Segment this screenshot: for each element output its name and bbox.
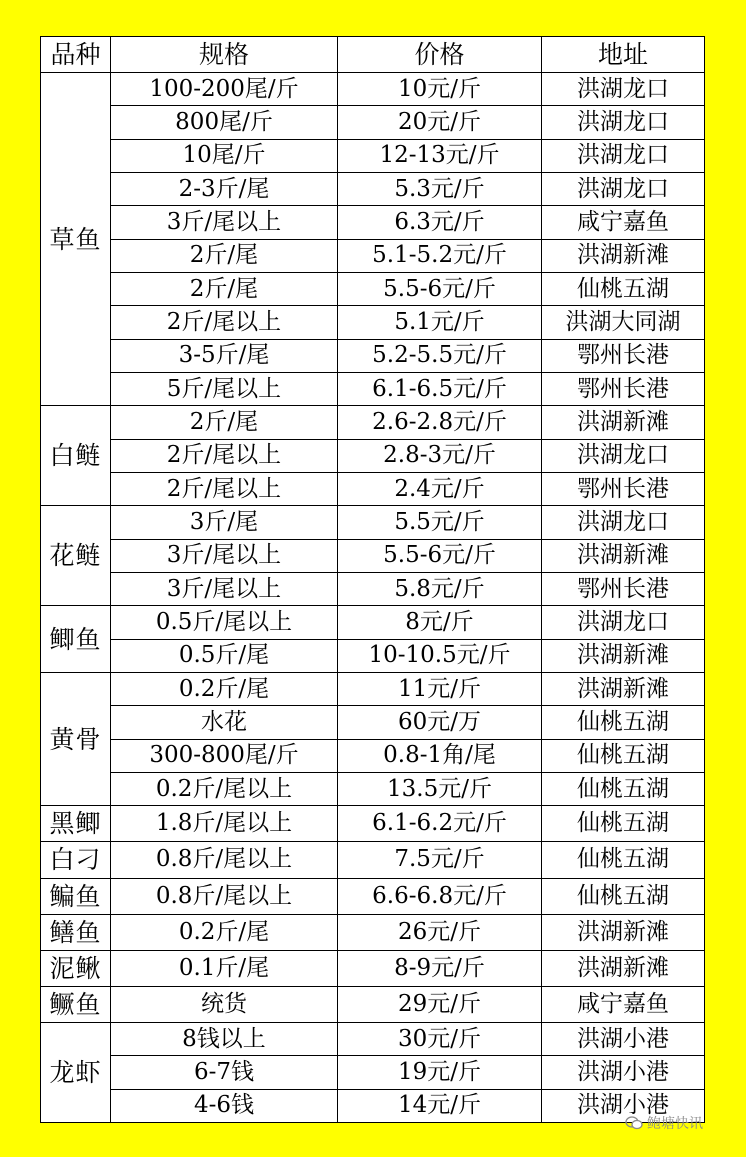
price-cell: 20元/斤 bbox=[338, 106, 542, 139]
table-row bbox=[41, 439, 705, 472]
table-row bbox=[41, 1022, 705, 1055]
watermark-text: 鲍塘快讯 bbox=[647, 1116, 703, 1132]
location-cell: 洪湖小港 bbox=[542, 1056, 705, 1089]
variety-cell: 黄骨 bbox=[41, 673, 111, 806]
spec-cell: 2斤/尾 bbox=[111, 406, 338, 439]
table-row bbox=[41, 106, 705, 139]
table-row bbox=[41, 639, 705, 672]
table-row bbox=[41, 539, 705, 572]
price-cell: 6.1-6.2元/斤 bbox=[338, 806, 542, 842]
price-cell: 0.8-1角/尾 bbox=[338, 739, 542, 772]
location-cell: 鄂州长港 bbox=[542, 339, 705, 372]
table-row bbox=[41, 842, 705, 878]
location-cell: 洪湖新滩 bbox=[542, 673, 705, 706]
table-row bbox=[41, 373, 705, 406]
location-cell: 仙桃五湖 bbox=[542, 273, 705, 306]
location-cell: 洪湖新滩 bbox=[542, 950, 705, 986]
header-variety: 品种 bbox=[41, 37, 111, 73]
header-location: 地址 bbox=[542, 37, 705, 73]
variety-cell: 草鱼 bbox=[41, 73, 111, 406]
variety-cell: 鳜鱼 bbox=[41, 986, 111, 1022]
spec-cell: 800尾/斤 bbox=[111, 106, 338, 139]
location-cell: 仙桃五湖 bbox=[542, 806, 705, 842]
location-cell: 洪湖新滩 bbox=[542, 239, 705, 272]
price-cell: 8元/斤 bbox=[338, 606, 542, 639]
spec-cell: 2斤/尾 bbox=[111, 239, 338, 272]
price-cell: 11元/斤 bbox=[338, 673, 542, 706]
variety-cell: 黑鲫 bbox=[41, 806, 111, 842]
location-cell: 仙桃五湖 bbox=[542, 878, 705, 914]
table-row bbox=[41, 706, 705, 739]
variety-cell: 花鲢 bbox=[41, 506, 111, 606]
spec-cell: 100-200尾/斤 bbox=[111, 73, 338, 106]
location-cell: 洪湖小港 bbox=[542, 1022, 705, 1055]
spec-cell: 2斤/尾以上 bbox=[111, 306, 338, 339]
table-row bbox=[41, 573, 705, 606]
variety-cell: 泥鳅 bbox=[41, 950, 111, 986]
price-table-sheet bbox=[40, 36, 704, 1123]
wechat-icon bbox=[625, 1116, 643, 1130]
price-cell: 12-13元/斤 bbox=[338, 139, 542, 172]
variety-cell: 鲫鱼 bbox=[41, 606, 111, 673]
spec-cell: 0.8斤/尾以上 bbox=[111, 842, 338, 878]
table-row bbox=[41, 273, 705, 306]
table-row bbox=[41, 606, 705, 639]
spec-cell: 2斤/尾以上 bbox=[111, 473, 338, 506]
price-cell: 13.5元/斤 bbox=[338, 772, 542, 805]
price-cell: 60元/万 bbox=[338, 706, 542, 739]
location-cell: 鄂州长港 bbox=[542, 573, 705, 606]
table-row bbox=[41, 1056, 705, 1089]
variety-cell: 鳊鱼 bbox=[41, 878, 111, 914]
table-row bbox=[41, 673, 705, 706]
price-cell: 14元/斤 bbox=[338, 1089, 542, 1122]
table-row bbox=[41, 206, 705, 239]
price-cell: 7.5元/斤 bbox=[338, 842, 542, 878]
table-row bbox=[41, 739, 705, 772]
spec-cell: 3斤/尾以上 bbox=[111, 539, 338, 572]
table-row bbox=[41, 239, 705, 272]
price-cell: 5.8元/斤 bbox=[338, 573, 542, 606]
table-row bbox=[41, 173, 705, 206]
location-cell: 仙桃五湖 bbox=[542, 772, 705, 805]
variety-cell: 白刁 bbox=[41, 842, 111, 878]
location-cell: 洪湖新滩 bbox=[542, 639, 705, 672]
location-cell: 洪湖新滩 bbox=[542, 406, 705, 439]
table-row bbox=[41, 878, 705, 914]
spec-cell: 0.2斤/尾以上 bbox=[111, 772, 338, 805]
location-cell: 鄂州长港 bbox=[542, 473, 705, 506]
spec-cell: 0.2斤/尾 bbox=[111, 673, 338, 706]
location-cell: 仙桃五湖 bbox=[542, 706, 705, 739]
price-cell: 5.5-6元/斤 bbox=[338, 273, 542, 306]
location-cell: 洪湖大同湖 bbox=[542, 306, 705, 339]
table-body bbox=[41, 37, 705, 1123]
table-row bbox=[41, 506, 705, 539]
price-cell: 2.8-3元/斤 bbox=[338, 439, 542, 472]
table-row bbox=[41, 73, 705, 106]
spec-cell: 1.8斤/尾以上 bbox=[111, 806, 338, 842]
spec-cell: 300-800尾/斤 bbox=[111, 739, 338, 772]
table-row bbox=[41, 986, 705, 1022]
table-row bbox=[41, 306, 705, 339]
header-spec: 规格 bbox=[111, 37, 338, 73]
header-row bbox=[41, 37, 705, 73]
location-cell: 鄂州长港 bbox=[542, 373, 705, 406]
spec-cell: 0.2斤/尾 bbox=[111, 914, 338, 950]
price-cell: 8-9元/斤 bbox=[338, 950, 542, 986]
location-cell: 洪湖龙口 bbox=[542, 73, 705, 106]
spec-cell: 统货 bbox=[111, 986, 338, 1022]
variety-cell: 龙虾 bbox=[41, 1022, 111, 1122]
table-row bbox=[41, 772, 705, 805]
table-row bbox=[41, 806, 705, 842]
spec-cell: 水花 bbox=[111, 706, 338, 739]
location-cell: 洪湖龙口 bbox=[542, 173, 705, 206]
price-cell: 6.1-6.5元/斤 bbox=[338, 373, 542, 406]
spec-cell: 0.5斤/尾 bbox=[111, 639, 338, 672]
spec-cell: 0.5斤/尾以上 bbox=[111, 606, 338, 639]
location-cell: 咸宁嘉鱼 bbox=[542, 206, 705, 239]
location-cell: 洪湖小港 bbox=[542, 1089, 705, 1122]
table-row bbox=[41, 914, 705, 950]
price-cell: 30元/斤 bbox=[338, 1022, 542, 1055]
location-cell: 仙桃五湖 bbox=[542, 842, 705, 878]
price-cell: 5.5-6元/斤 bbox=[338, 539, 542, 572]
spec-cell: 3-5斤/尾 bbox=[111, 339, 338, 372]
spec-cell: 3斤/尾 bbox=[111, 506, 338, 539]
table-row bbox=[41, 139, 705, 172]
price-cell: 6.3元/斤 bbox=[338, 206, 542, 239]
price-cell: 5.2-5.5元/斤 bbox=[338, 339, 542, 372]
spec-cell: 2-3斤/尾 bbox=[111, 173, 338, 206]
table-row bbox=[41, 473, 705, 506]
price-cell: 5.3元/斤 bbox=[338, 173, 542, 206]
location-cell: 仙桃五湖 bbox=[542, 739, 705, 772]
price-cell: 5.1元/斤 bbox=[338, 306, 542, 339]
price-cell: 5.1-5.2元/斤 bbox=[338, 239, 542, 272]
spec-cell: 2斤/尾以上 bbox=[111, 439, 338, 472]
table-row bbox=[41, 1089, 705, 1122]
watermark bbox=[625, 1113, 703, 1133]
spec-cell: 2斤/尾 bbox=[111, 273, 338, 306]
location-cell: 洪湖龙口 bbox=[542, 106, 705, 139]
price-cell: 6.6-6.8元/斤 bbox=[338, 878, 542, 914]
price-cell: 10元/斤 bbox=[338, 73, 542, 106]
variety-cell: 白鲢 bbox=[41, 406, 111, 506]
fish-price-table bbox=[40, 36, 705, 1123]
location-cell: 洪湖新滩 bbox=[542, 539, 705, 572]
location-cell: 洪湖新滩 bbox=[542, 914, 705, 950]
spec-cell: 8钱以上 bbox=[111, 1022, 338, 1055]
location-cell: 咸宁嘉鱼 bbox=[542, 986, 705, 1022]
location-cell: 洪湖龙口 bbox=[542, 606, 705, 639]
price-cell: 26元/斤 bbox=[338, 914, 542, 950]
table-row bbox=[41, 339, 705, 372]
price-cell: 10-10.5元/斤 bbox=[338, 639, 542, 672]
location-cell: 洪湖龙口 bbox=[542, 139, 705, 172]
spec-cell: 5斤/尾以上 bbox=[111, 373, 338, 406]
spec-cell: 6-7钱 bbox=[111, 1056, 338, 1089]
spec-cell: 0.1斤/尾 bbox=[111, 950, 338, 986]
location-cell: 洪湖龙口 bbox=[542, 439, 705, 472]
table-row bbox=[41, 950, 705, 986]
price-cell: 2.4元/斤 bbox=[338, 473, 542, 506]
header-price: 价格 bbox=[338, 37, 542, 73]
variety-cell: 鳝鱼 bbox=[41, 914, 111, 950]
price-cell: 5.5元/斤 bbox=[338, 506, 542, 539]
price-cell: 2.6-2.8元/斤 bbox=[338, 406, 542, 439]
table-row bbox=[41, 406, 705, 439]
price-cell: 19元/斤 bbox=[338, 1056, 542, 1089]
spec-cell: 0.8斤/尾以上 bbox=[111, 878, 338, 914]
location-cell: 洪湖龙口 bbox=[542, 506, 705, 539]
spec-cell: 10尾/斤 bbox=[111, 139, 338, 172]
spec-cell: 4-6钱 bbox=[111, 1089, 338, 1122]
price-cell: 29元/斤 bbox=[338, 986, 542, 1022]
spec-cell: 3斤/尾以上 bbox=[111, 206, 338, 239]
spec-cell: 3斤/尾以上 bbox=[111, 573, 338, 606]
